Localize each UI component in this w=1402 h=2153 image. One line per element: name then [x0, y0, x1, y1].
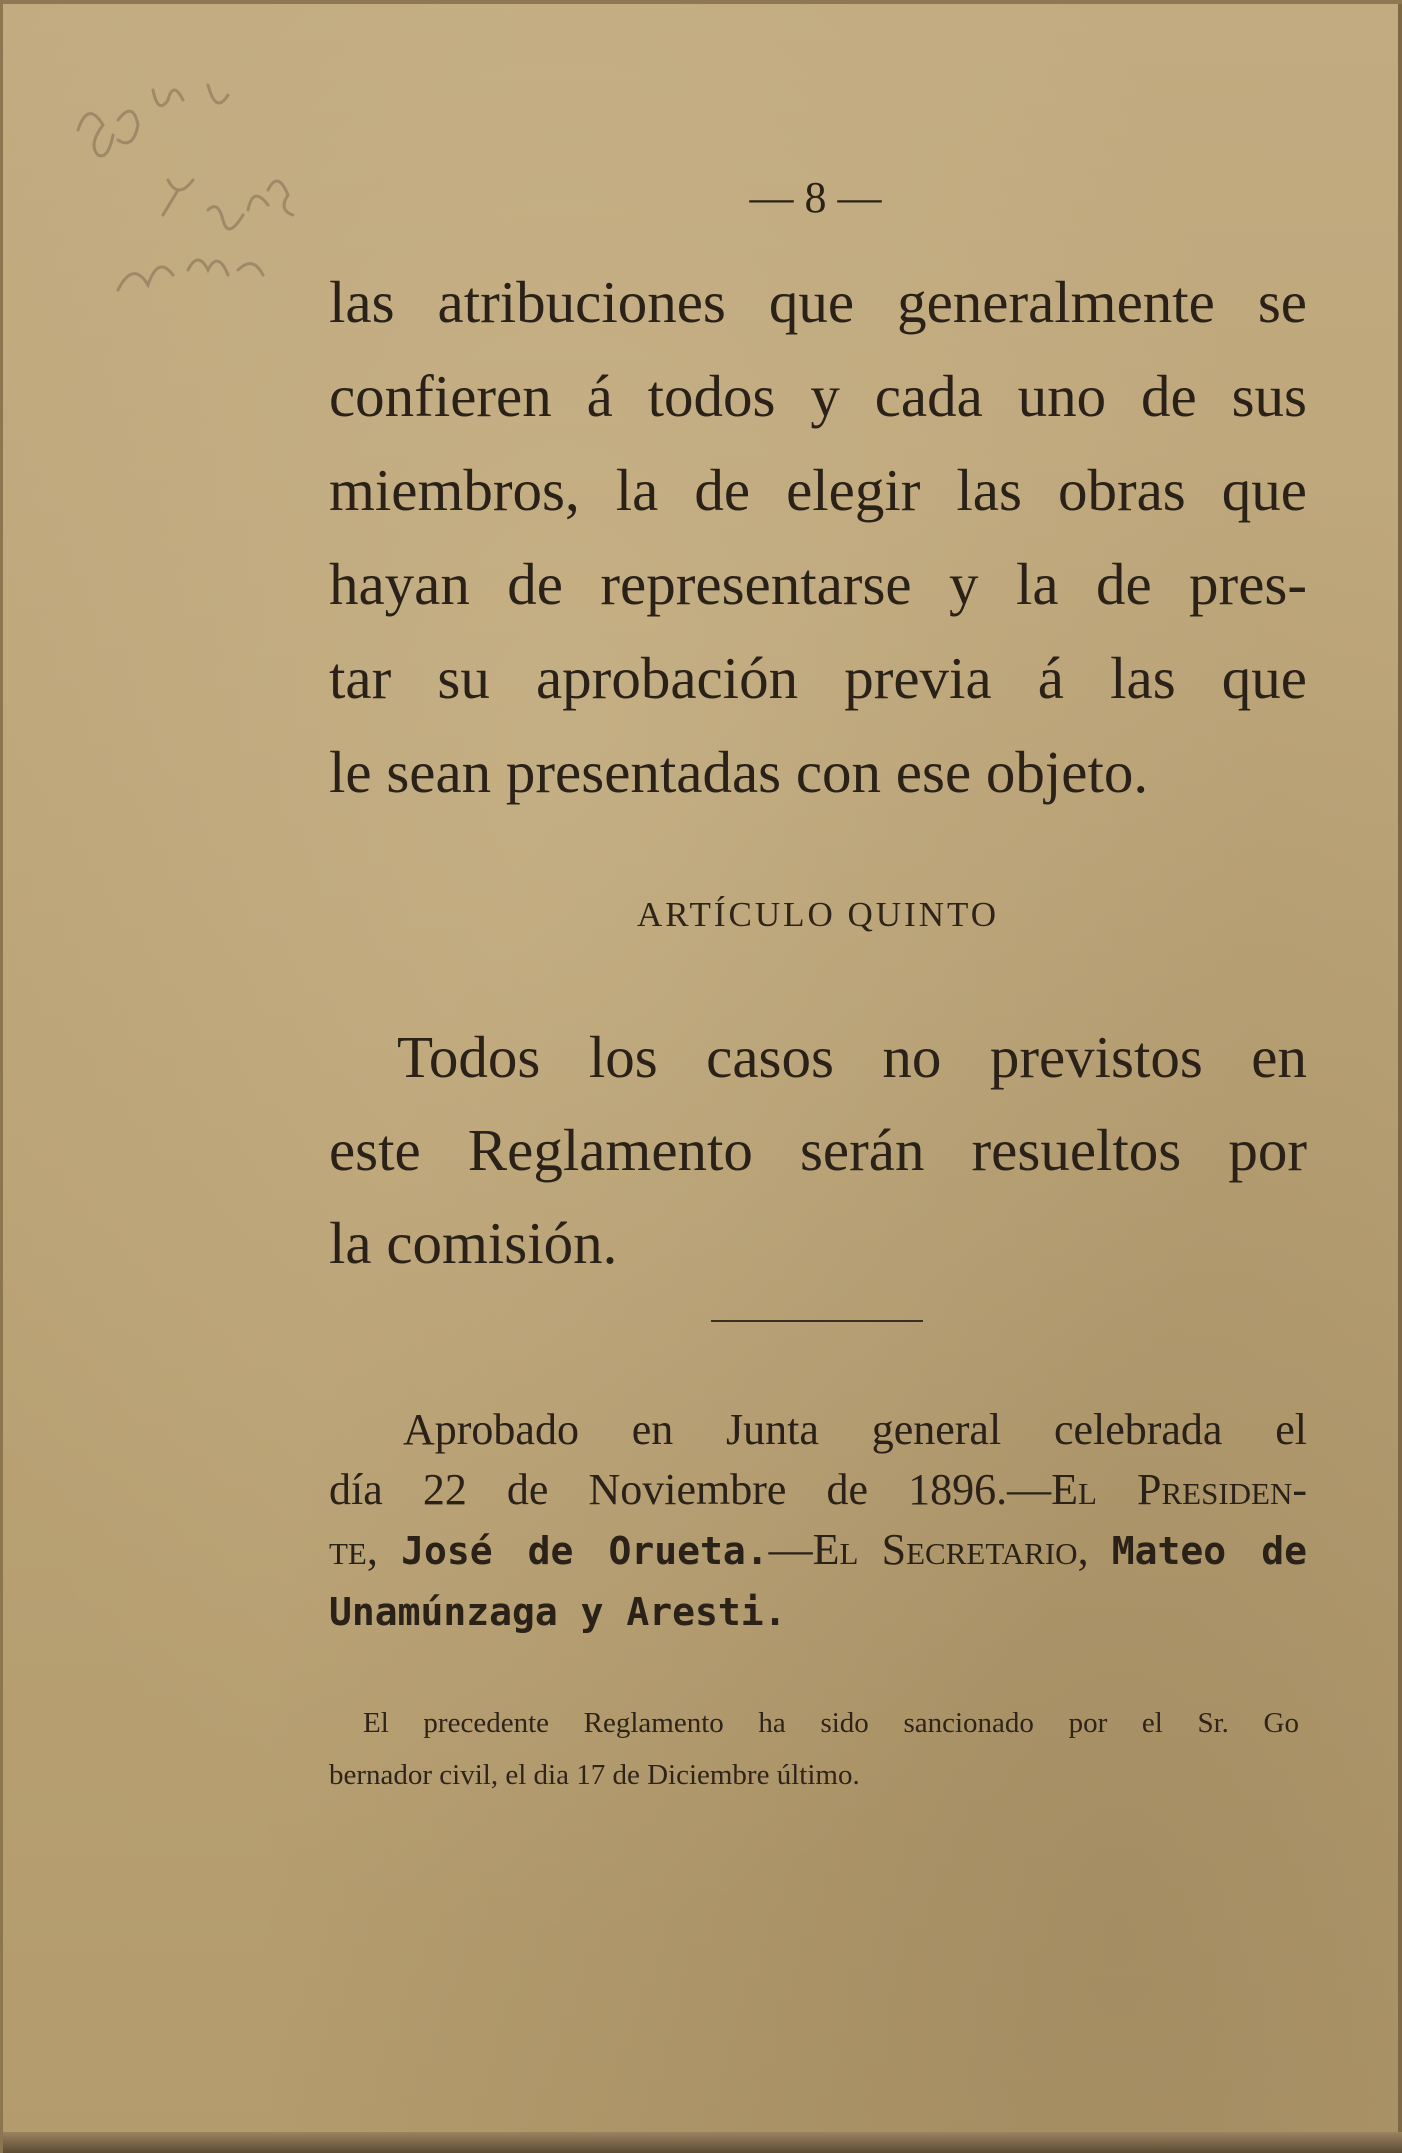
- approval-paragraph: [329, 1400, 1307, 1642]
- article-line: Todos los casos no previstos en: [397, 1024, 1307, 1090]
- approval-line: [329, 1400, 1307, 1460]
- body-line: hayan de representarse y la de pres-: [329, 551, 1307, 617]
- secretary-name-part2: Unamúnzaga y Aresti.: [329, 1590, 787, 1634]
- article-paragraph: [329, 1011, 1307, 1290]
- footnote-line: bernador civil, el dia 17 de Diciembre último.: [329, 1759, 860, 1791]
- approval-line: [329, 1520, 1307, 1581]
- separator-dash: —: [768, 1525, 813, 1574]
- page-number: — 8 —: [749, 173, 882, 222]
- page-top-edge: [3, 0, 1402, 4]
- approval-date-text: día 22 de Noviembre de 1896.—: [329, 1465, 1052, 1514]
- article-heading: ARTÍCULO QUINTO: [636, 895, 1000, 934]
- body-line: tar su aprobación previa á las que: [329, 645, 1307, 711]
- footnote: [329, 1697, 1299, 1801]
- president-title: El Presiden-: [1051, 1465, 1308, 1514]
- president-title-end: te,: [329, 1525, 378, 1574]
- secretary-title: El Secretario,: [812, 1525, 1089, 1574]
- approval-line: [329, 1581, 1307, 1642]
- secretary-name-part1: Mateo de: [1111, 1529, 1307, 1573]
- footnote-line: El precedente Reglamento ha sido sancionado por el Sr. Go: [363, 1707, 1299, 1739]
- body-line: confieren á todos y cada uno de sus: [329, 363, 1307, 429]
- body-line: las atribuciones que generalmente se: [329, 269, 1307, 335]
- article-line: este Reglamento serán resueltos por: [329, 1117, 1307, 1183]
- approval-text: Aprobado en Junta general celebrada el: [403, 1405, 1307, 1454]
- body-paragraph: [329, 255, 1307, 819]
- body-line: miembros, la de elegir las obras que: [329, 457, 1307, 523]
- president-name: José de Orueta.: [401, 1529, 769, 1573]
- article-line: la comisión.: [329, 1210, 618, 1276]
- body-line: le sean presentadas con ese objeto.: [329, 739, 1149, 805]
- section-divider: [711, 1320, 923, 1322]
- page-bottom-edge: [3, 2132, 1402, 2153]
- approval-line: [329, 1460, 1307, 1520]
